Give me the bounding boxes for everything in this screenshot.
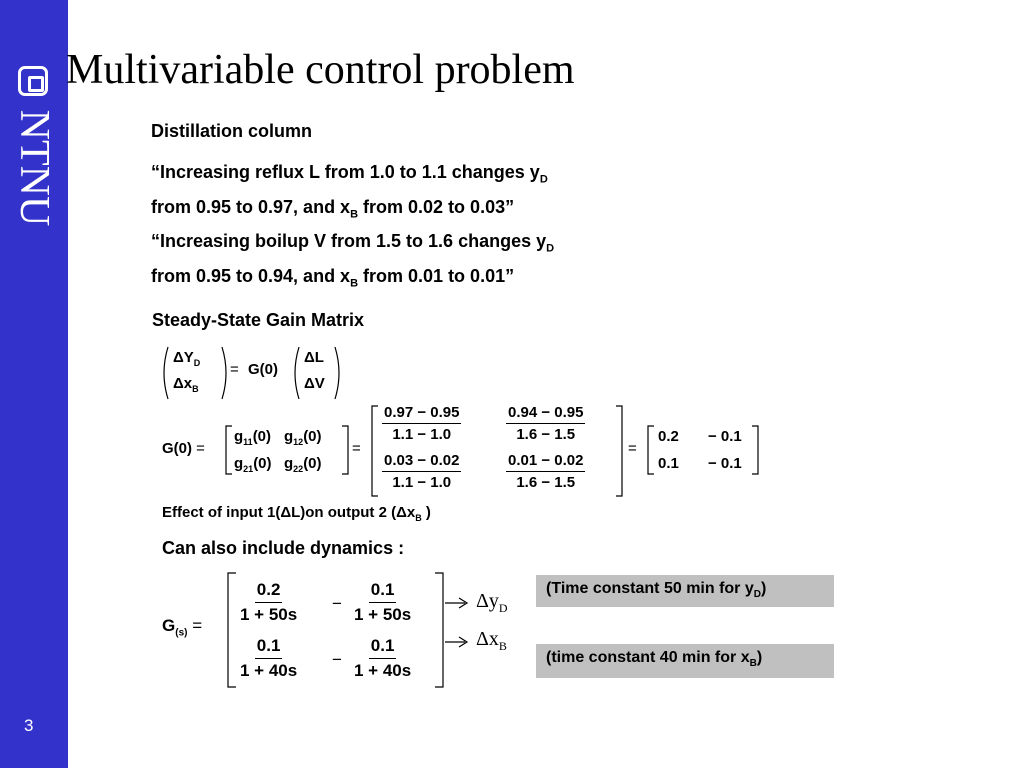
quote-reflux: “Increasing reflux L from 1.0 to 1.1 changes $y_D$ from 0.95 to 0.97, and $x_B$ from 0.02 to 0.03” [151, 162, 548, 221]
fraction-22: $\frac{0.01 - 0.02}{1.6 - 1.5}$ [508, 452, 584, 491]
tf-11: $\frac{0.2}{1 + 50s}$ [240, 580, 298, 624]
fraction-21: $\frac{0.03 - 0.02}{1.1 - 1.0}$ [384, 452, 460, 491]
note-time-constant-40: (time constant 40 min for $x_B$) [536, 644, 834, 678]
ntnu-logo-icon [18, 66, 48, 96]
slide-title: Multivariable control problem [66, 47, 575, 93]
tf-22: $\frac{0.1}{1 + 40s}$ [354, 636, 412, 680]
equation-transfer-matrix: $G_{(s)}$ = $\frac{0.2}{1 + 50s}$ − $\frac{0.1}{1 + 50s}$ $\frac{0.1}{1 + 40s}$ − $\frac{0.1}{1 + 40s}$ $\Delta y_D$ $\Delta x_B$ [160, 570, 540, 690]
output-dy: $\Delta y_D$ [476, 590, 508, 615]
tf-21: $\frac{0.1}{1 + 40s}$ [240, 636, 298, 680]
equation-gain-matrix: G(0) = $g_{11}(0)$ $g_{12}(0)$ $g_{21}(0)$ $g_{22}(0)$ = $\frac{0.97 - 0.95}{1.1 - 1.0}$ $\frac{0.94 - 0.95}{1.6 - 1.5}$ $\frac{0.03 - 0.02}{1.1 - 1.0}$ $\frac{0.01 - 0.02}{1.6 - 1.5}$ = 0.2 − 0.1 0.1 − 0.1 [160, 402, 760, 500]
quote-boilup: “Increasing boilup V from 1.5 to 1.6 changes $y_D$ from 0.95 to 0.94, and $x_B$ from 0.01 to 0.01” [151, 231, 555, 290]
slide-number: 3 [24, 716, 34, 735]
tf-12: $\frac{0.1}{1 + 50s}$ [354, 580, 412, 624]
equation-vector: $\Delta Y_D$ $\Delta x_B$ = G(0) ΔL ΔV [160, 345, 350, 401]
heading-distillation: Distillation column [151, 121, 313, 141]
output-dx: $\Delta x_B$ [476, 628, 507, 653]
fraction-12: $\frac{0.94 - 0.95}{1.6 - 1.5}$ [508, 404, 584, 443]
note-time-constant-50: (Time constant 50 min for $y_D$) [536, 575, 834, 607]
effect-text: Effect of input 1(ΔL)on output 2 ($\Delta x_B$ ) [162, 504, 431, 523]
heading-gain-matrix: Steady-State Gain Matrix [152, 310, 365, 330]
sidebar [0, 0, 68, 768]
dynamics-text: Can also include dynamics : [162, 538, 405, 558]
fraction-11: $\frac{0.97 - 0.95}{1.1 - 1.0}$ [384, 404, 460, 443]
logo-text: NTNU [11, 109, 57, 227]
